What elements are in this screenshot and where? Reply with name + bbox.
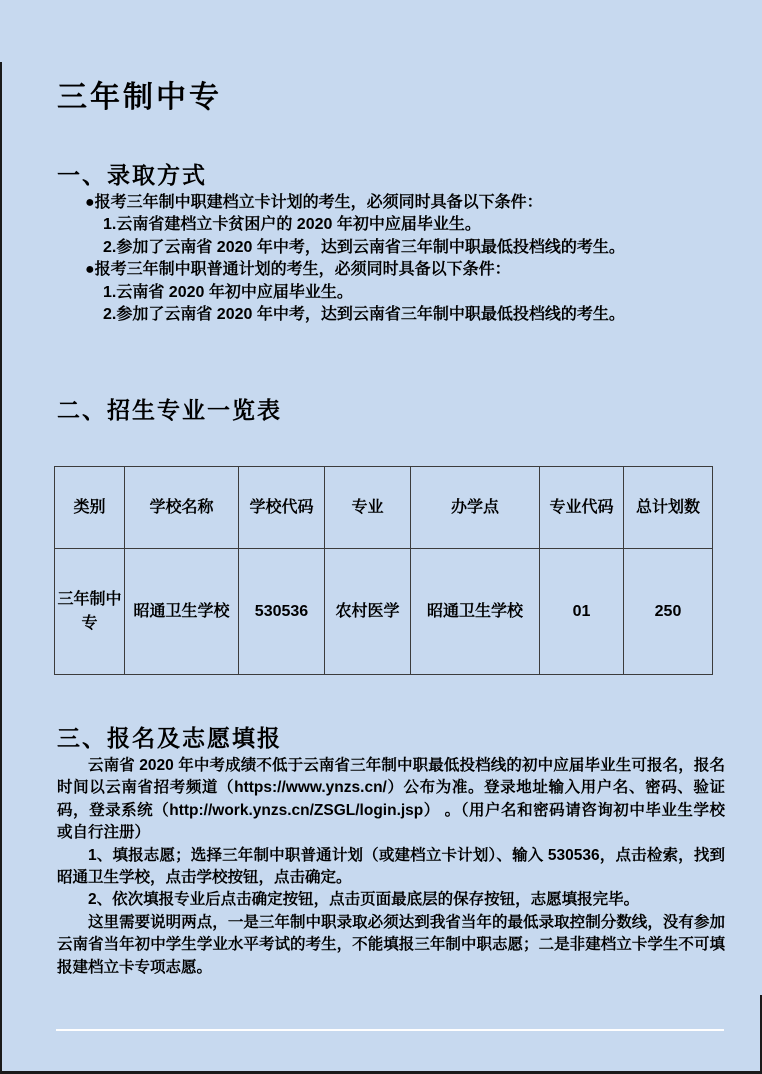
- column-header-campus: 办学点: [411, 467, 540, 549]
- column-header-category: 类别: [55, 467, 125, 549]
- list-item: 1.云南省 2020 年初中应届毕业生。: [103, 283, 353, 301]
- majors-table: [54, 466, 713, 675]
- admission-rules: [57, 192, 725, 326]
- bullet-lead: ●报考三年制中职建档立卡计划的考生，必须同时具备以下条件：: [85, 194, 543, 211]
- list-item: 1.云南省建档立卡贫困户的 2020 年初中应届毕业生。: [103, 216, 481, 234]
- cell-total-plan: 250: [624, 549, 713, 675]
- list-item: 2.参加了云南省 2020 年中考，达到云南省三年制中职最低投档线的考生。: [103, 238, 625, 256]
- page-edge-left: [0, 62, 2, 1074]
- page-title: 三年制中专: [57, 81, 222, 114]
- column-header-school-code: 学校代码: [239, 467, 325, 549]
- column-header-major: 专业: [325, 467, 411, 549]
- paragraph: 云南省 2020 年中考成绩不低于云南省三年制中职最低投档线的初中应届毕业生可报名，报名时间以云南省招考频道（https://www.ynzs.cn/）公布为准。登录地址输入用户名、密码、验证码，登录系统（http://work.ynzs.cn/ZSGL/login.jsp） 。（用户名和密码请咨询初中毕业生学校或自行注册）: [57, 757, 725, 842]
- column-header-major-code: 专业代码: [540, 467, 624, 549]
- table-header-row: [55, 467, 713, 549]
- cell-major: 农村医学: [325, 549, 411, 675]
- column-header-school-name: 学校名称: [125, 467, 239, 549]
- cell-school-name: 昭通卫生学校: [125, 549, 239, 675]
- cell-school-code: 530536: [239, 549, 325, 675]
- paragraph: 这里需要说明两点，一是三年制中职录取必须达到我省当年的最低录取控制分数线，没有参加云南省当年初中学生学业水平考试的考生，不能填报三年制中职志愿；二是非建档立卡学生不可填报建档立卡专项志愿。: [57, 913, 725, 976]
- paragraph: 2、依次填报专业后点击确定按钮，点击页面最底层的保存按钮，志愿填报完毕。: [88, 891, 640, 909]
- table-row: [55, 549, 713, 675]
- footer-divider: [56, 1029, 724, 1031]
- column-header-total-plan: 总计划数: [624, 467, 713, 549]
- section-heading-majors: 二、招生专业一览表: [57, 397, 282, 423]
- bullet-lead: ●报考三年制中职普通计划的考生，必须同时具备以下条件：: [85, 261, 511, 279]
- section-heading-application: 三、报名及志愿填报: [57, 725, 282, 751]
- section-heading-admission: 一、录取方式: [57, 162, 207, 188]
- paragraph: 1、填报志愿；选择三年制中职普通计划（或建档立卡计划）、输入 530536，点击检索，找到昭通卫生学校，点击学校按钮，点击确定。: [57, 846, 725, 887]
- list-item: 2.参加了云南省 2020 年中考，达到云南省三年制中职最低投档线的考生。: [103, 306, 625, 324]
- cell-category: 三年制中专: [55, 549, 125, 675]
- cell-campus: 昭通卫生学校: [411, 549, 540, 675]
- application-instructions: [57, 755, 725, 979]
- cell-major-code: 01: [540, 549, 624, 675]
